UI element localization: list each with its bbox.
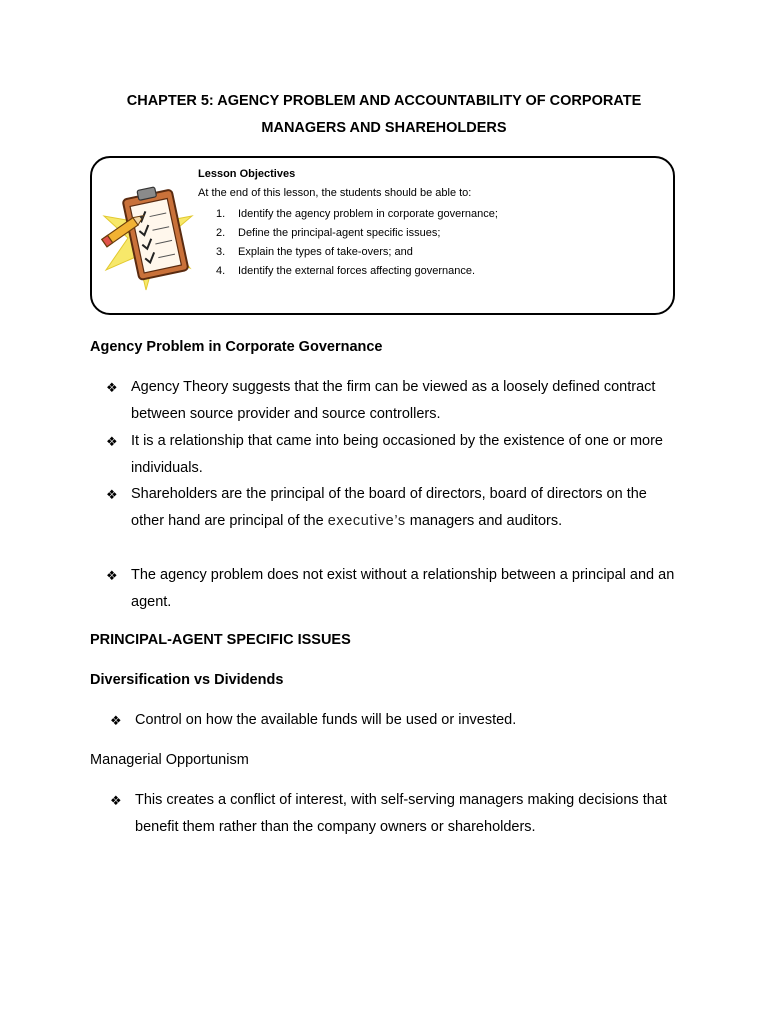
objective-item xyxy=(216,224,498,243)
section-heading-agency-problem: Agency Problem in Corporate Governance xyxy=(90,339,383,355)
bullet-text-executives: executive’s xyxy=(327,513,406,529)
bullet-text: Agency Theory suggests that the firm can be viewed as a loosely defined contract between source provider and source controllers. xyxy=(131,379,656,422)
bullet-diamond-icon: ❖ xyxy=(110,793,122,808)
bullet-diamond-icon: ❖ xyxy=(106,434,118,449)
bullet-item xyxy=(106,481,681,535)
objective-item xyxy=(216,243,498,262)
lesson-objectives-heading: Lesson Objectives xyxy=(198,168,296,180)
bullet-item xyxy=(106,562,681,616)
bullet-diamond-icon: ❖ xyxy=(110,713,122,728)
bullet-text: This creates a conflict of interest, with self-serving managers making decisions that benefit them rather than the company owners or shareholders. xyxy=(135,792,667,835)
clipboard-checklist-icon xyxy=(100,172,200,300)
bullet-item xyxy=(106,374,681,428)
bullet-text: It is a relationship that came into being occasioned by the existence of one or more individuals. xyxy=(131,433,663,476)
bullet-diamond-icon: ❖ xyxy=(106,380,118,395)
objective-text: Explain the types of take-overs; and xyxy=(238,246,413,258)
chapter-title xyxy=(90,88,678,142)
bullet-text-part: Shareholders are the principal of the board of directors, board of directors on the other hand are principal of the xyxy=(131,486,647,529)
subheading-diversification: Diversification vs Dividends xyxy=(90,672,284,688)
objective-text: Identify the agency problem in corporate governance; xyxy=(238,208,498,220)
bullet-text: The agency problem does not exist without a relationship between a principal and an agent. xyxy=(131,567,675,610)
objective-number: 2. xyxy=(216,227,226,239)
objective-text: Identify the external forces affecting governance. xyxy=(238,265,476,277)
objective-number: 1. xyxy=(216,208,226,220)
bullet-item xyxy=(110,707,681,734)
bullet-item xyxy=(106,428,681,482)
objective-number: 4. xyxy=(216,265,226,277)
chapter-title-line-1: CHAPTER 5: AGENCY PROBLEM AND ACCOUNTABILITY OF CORPORATE xyxy=(126,93,642,109)
objective-number: 3. xyxy=(216,246,226,258)
bullet-text xyxy=(106,481,681,535)
section-heading-principal-agent: PRINCIPAL-AGENT SPECIFIC ISSUES xyxy=(90,632,351,648)
bullet-text: Control on how the available funds will be used or invested. xyxy=(135,712,517,728)
bullet-diamond-icon: ❖ xyxy=(106,487,118,502)
chapter-title-line-2: MANAGERS AND SHAREHOLDERS xyxy=(261,120,507,136)
objective-item xyxy=(216,205,498,224)
objectives-list xyxy=(216,205,498,281)
objective-text: Define the principal-agent specific issues; xyxy=(238,227,441,239)
bullet-item xyxy=(110,787,681,841)
subheading-managerial-opportunism: Managerial Opportunism xyxy=(90,752,249,768)
lesson-objectives-intro: At the end of this lesson, the students should be able to: xyxy=(198,187,472,199)
objective-item xyxy=(216,262,498,281)
bullet-diamond-icon: ❖ xyxy=(106,568,118,583)
bullet-text-part: managers and auditors. xyxy=(405,513,563,529)
